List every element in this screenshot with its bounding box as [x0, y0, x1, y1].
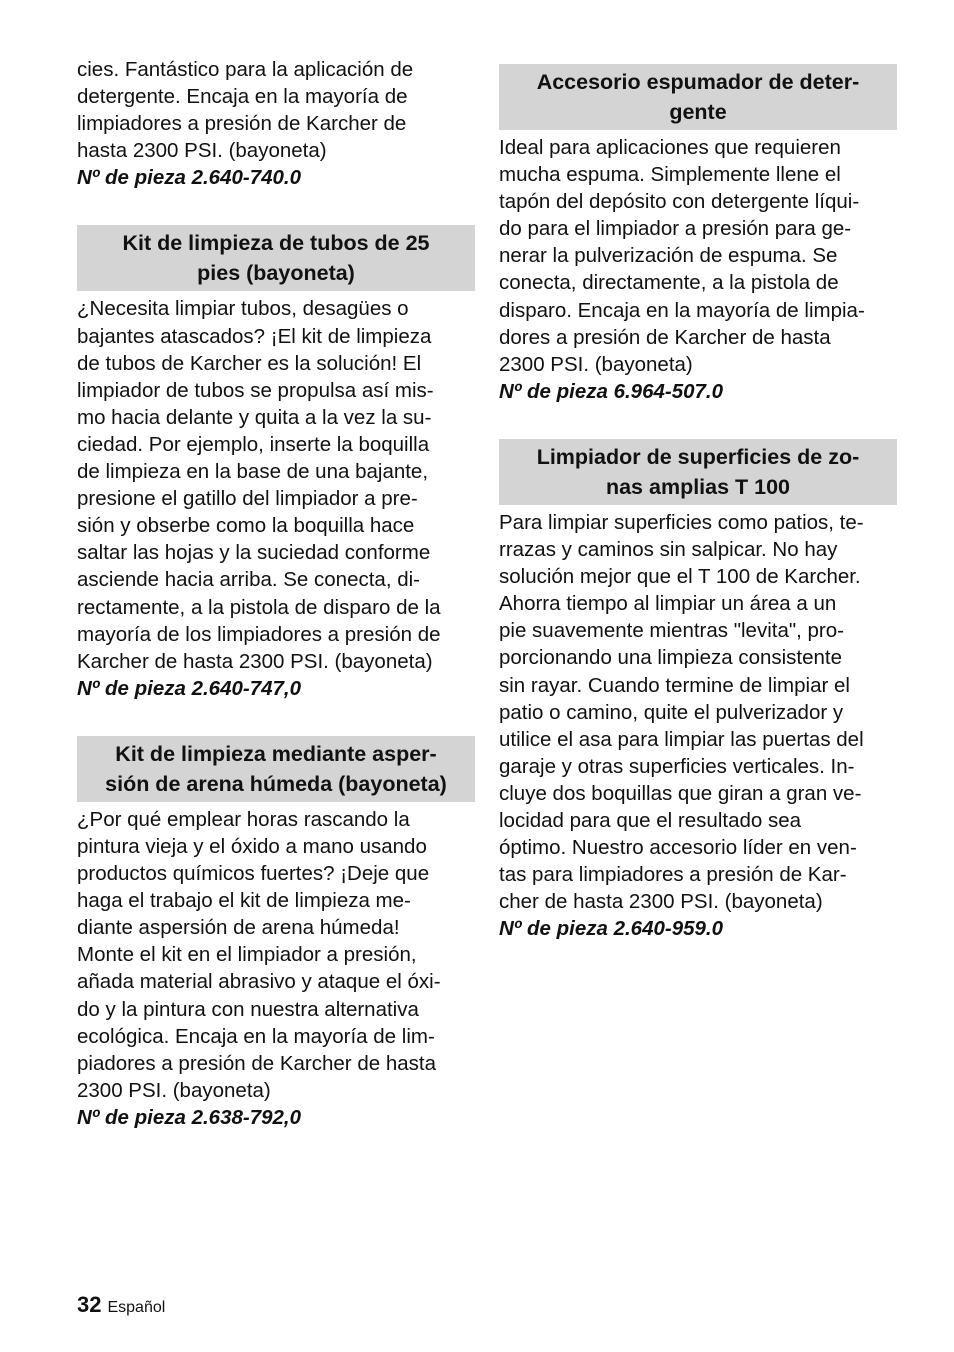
section-body: Para limpiar superficies como patios, te- rrazas y caminos sin salpicar. No hay solución mejor que el T 100 de Karcher. Ahorra tiempo al limpiar un área a un pie suavemente mientras "levita", pro- porcionando una limpieza consistente sin rayar. Cuando termine de limpiar el patio o camino, quite el pulverizador y utilice el asa para limpiar las puertas del garaje y otras superficies verticales. In- cluye dos boquillas que giran a gran ve- locidad para que el resultado sea óptimo. Nuestro accesorio líder en ven- tas para limpiadores a presión de Kar- cher de hasta 2300 PSI. (bayoneta): [499, 510, 864, 914]
section-heading: Kit de limpieza mediante asper- sión de arena húmeda (bayoneta): [77, 736, 475, 802]
section-part-number: Nº de pieza 2.640-747,0: [77, 676, 301, 700]
intro-part-number: Nº de pieza 2.640-740.0: [77, 166, 301, 190]
section-part-number: Nº de pieza 2.638-792,0: [77, 1105, 301, 1129]
right-column: [499, 56, 897, 942]
page-number: 32: [77, 1292, 102, 1317]
section-wet-sandblasting-kit: [77, 736, 475, 1131]
section-body: ¿Por qué emplear horas rascando la pintura vieja y el óxido a mano usando productos químicos fuertes? ¡Deje que haga el trabajo el kit de limpieza me- diante aspersión de arena húmeda! Monte el kit en el limpiador a presión, añada material abrasivo y ataque el óxi- do y la pintura con nuestra alternativa ecológica. Encaja en la mayoría de lim- piadores a presión de Karcher de hasta 2300 PSI. (bayoneta): [77, 807, 441, 1102]
section-surface-cleaner-t100: [499, 439, 897, 943]
section-body: Ideal para aplicaciones que requieren mucha espuma. Simplemente llene el tapón del depósito con detergente líqui- do para el limpiador a presión para ge- nerar la pulverización de espuma. Se conecta, directamente, a la pistola de disparo. Encaja en la mayoría de limpia- dores a presión de Karcher de hasta 2300 PSI. (bayoneta): [499, 136, 865, 376]
footer-language: Español: [107, 1299, 166, 1316]
section-foam-accessory: [499, 64, 897, 405]
section-heading: Accesorio espumador de deter- gente: [499, 64, 897, 130]
section-part-number: Nº de pieza 6.964-507.0: [499, 379, 723, 403]
section-body: ¿Necesita limpiar tubos, desagües o bajantes atascados? ¡El kit de limpieza de tubos de Karcher es la solución! El limpiador de tubos se propulsa así mis- mo hacia delante y quita a la vez la su- ciedad. Por ejemplo, inserte la boquilla de limpieza en la base de una bajante, presione el gatillo del limpiador a pre- sión y obserbe como la boquilla hace saltar las hojas y la suciedad conforme asciende hacia arriba. Se conecta, di- rectamente, a la pistola de disparo de la mayoría de los limpiadores a presión de Karcher de hasta 2300 PSI. (bayoneta): [77, 297, 441, 673]
section-tube-cleaning-kit: [77, 225, 475, 701]
page-footer: [77, 1292, 165, 1318]
intro-text: cies. Fantástico para la aplicación de detergente. Encaja en la mayoría de limpiadores a presión de Karcher de hasta 2300 PSI. (bayoneta): [77, 58, 414, 163]
section-heading: Kit de limpieza de tubos de 25 pies (bayoneta): [77, 225, 475, 291]
section-part-number: Nº de pieza 2.640-959.0: [499, 917, 723, 941]
section-heading: Limpiador de superficies de zo- nas amplias T 100: [499, 439, 897, 505]
left-column: [77, 56, 475, 1131]
